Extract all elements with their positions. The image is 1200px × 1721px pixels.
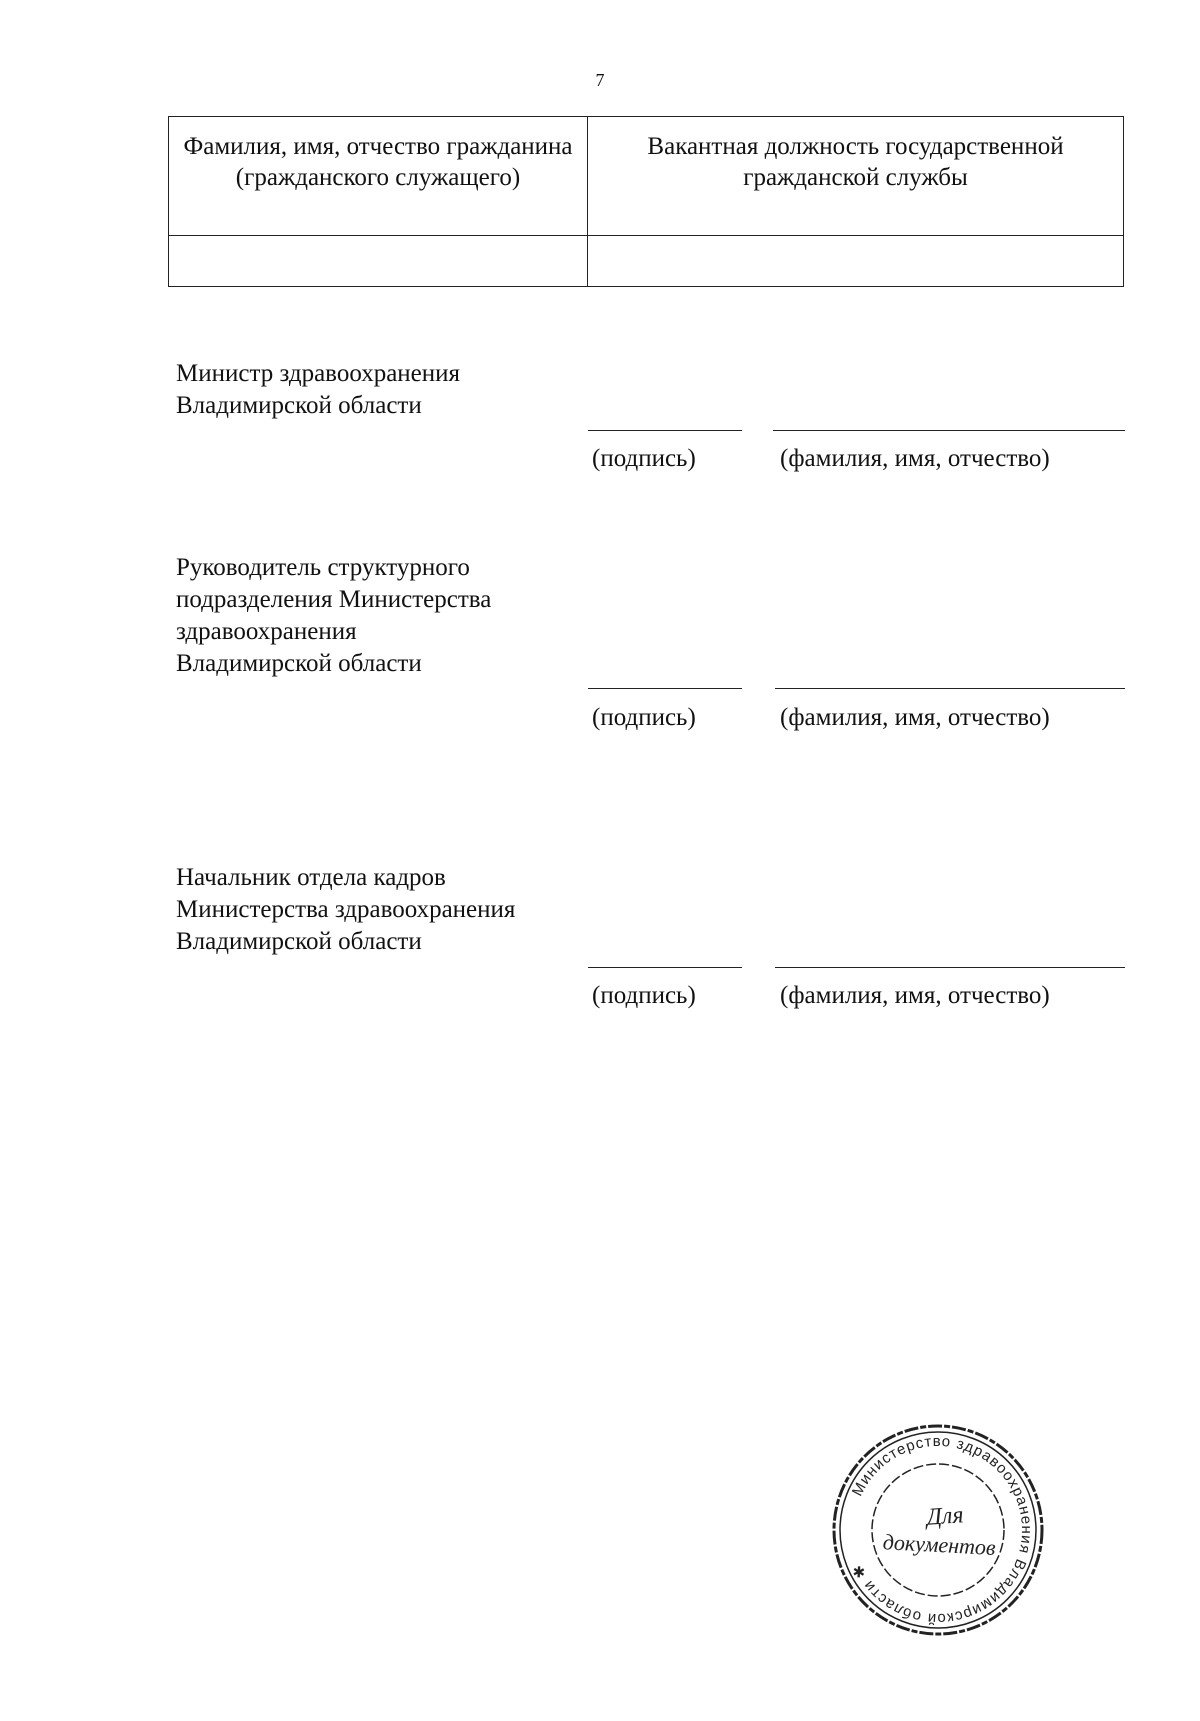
signature-line[interactable] xyxy=(588,688,742,689)
signatory-title-minister xyxy=(176,358,460,422)
header-vacant-position: Вакантная должность государственной гражданской службы xyxy=(588,117,1124,236)
candidate-table xyxy=(168,116,1124,287)
page-number: 7 xyxy=(595,70,605,90)
seal-ring-text: Министерство здравоохранения Владимирской области ✱ xyxy=(848,1432,1036,1628)
seal-center-line: документов xyxy=(882,1529,997,1561)
title-line: Министерства здравоохранения xyxy=(176,896,516,923)
table-row xyxy=(169,236,1124,287)
title-line: Руководитель структурного xyxy=(176,554,470,581)
full-name-line[interactable] xyxy=(775,967,1125,968)
full-name-caption: (фамилия, имя, отчество) xyxy=(780,445,1050,472)
signature-line[interactable] xyxy=(588,430,742,431)
signature-caption: (подпись) xyxy=(592,704,696,731)
title-line: подразделения Министерства xyxy=(176,586,492,613)
title-line: Владимирской области xyxy=(176,650,422,677)
full-name-line[interactable] xyxy=(775,688,1125,689)
signatory-title-unit-head xyxy=(176,552,491,680)
header-full-name: Фамилия, имя, отчество гражданина (гражданского служащего) xyxy=(169,117,588,236)
full-name-caption: (фамилия, имя, отчество) xyxy=(780,704,1050,731)
signature-caption: (подпись) xyxy=(592,982,696,1009)
title-line: здравоохранения xyxy=(176,618,357,645)
title-line: Владимирской области xyxy=(176,928,422,955)
signature-caption: (подпись) xyxy=(592,445,696,472)
signature-line[interactable] xyxy=(588,967,742,968)
full-name-line[interactable] xyxy=(773,430,1125,431)
signatory-title-hr-head xyxy=(176,862,515,958)
title-line: Владимирской области xyxy=(176,392,422,419)
title-line: Начальник отдела кадров xyxy=(176,864,446,891)
full-name-caption: (фамилия, имя, отчество) xyxy=(780,982,1050,1009)
table-header-row xyxy=(169,117,1124,236)
ministry-seal-stamp xyxy=(828,1420,1048,1640)
title-line: Министр здравоохранения xyxy=(176,360,461,387)
cell-vacant-position[interactable] xyxy=(588,236,1124,287)
cell-full-name[interactable] xyxy=(169,236,588,287)
seal-center-line: Для xyxy=(925,1502,965,1531)
seal-outer-ring xyxy=(834,1426,1042,1634)
